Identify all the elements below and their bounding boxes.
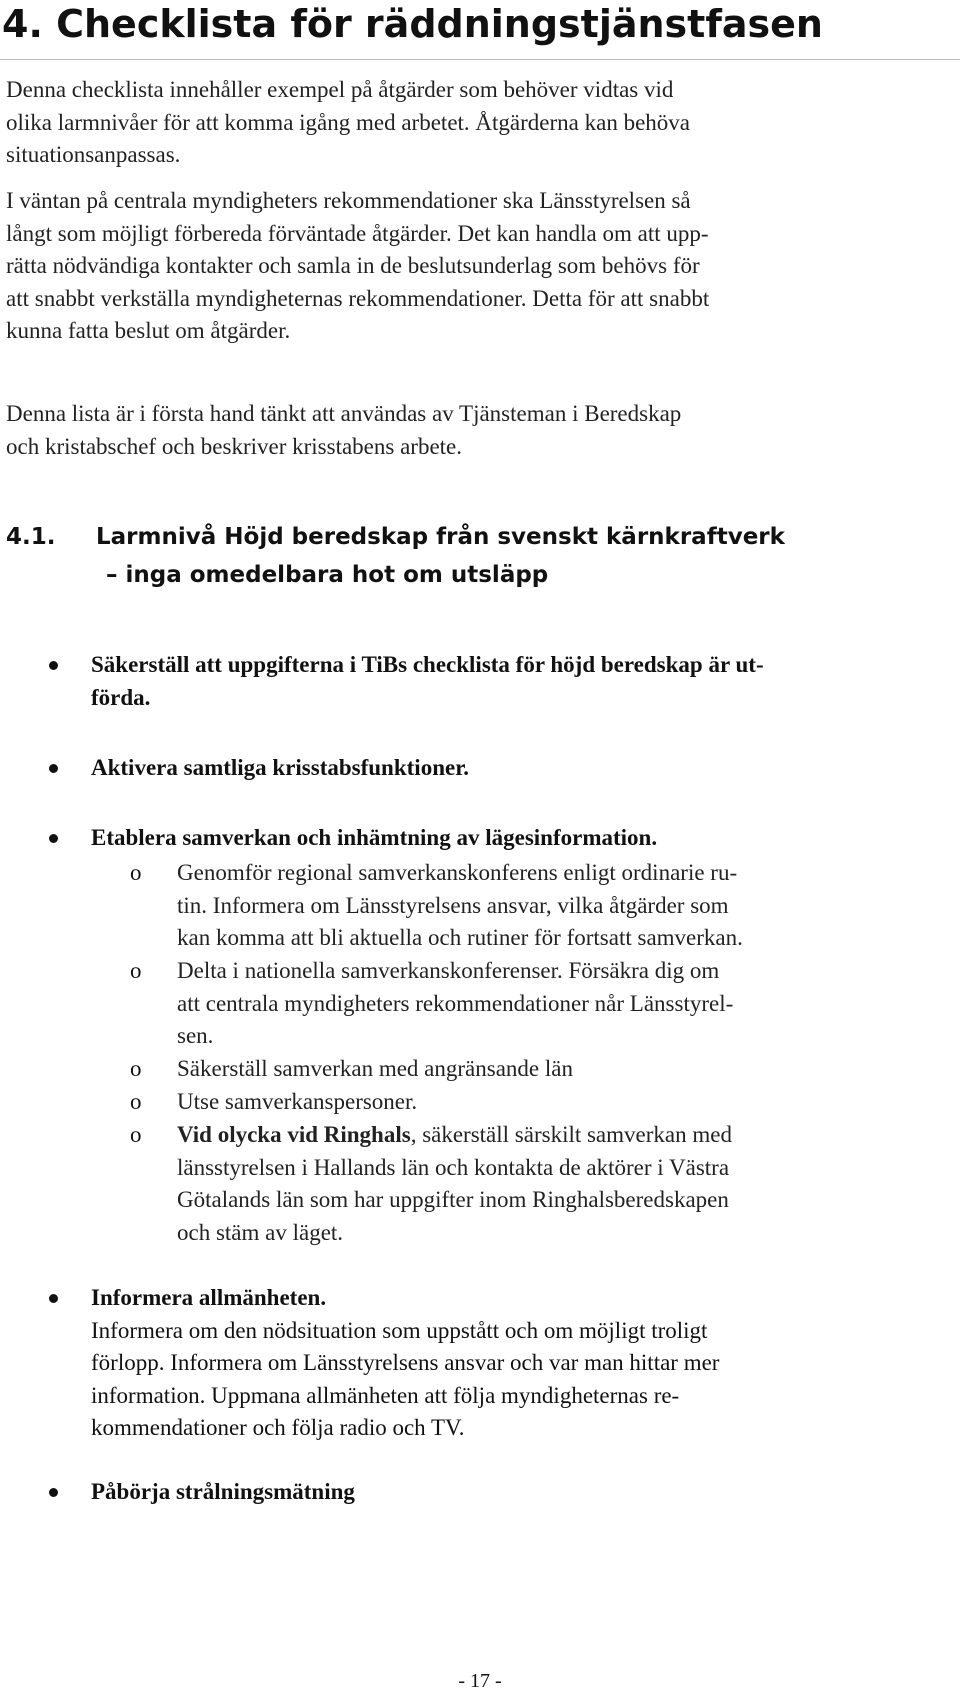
text-line: I väntan på centrala myndigheters rekommendationer ska Länsstyrelsen så bbox=[6, 188, 691, 213]
text-line: Säkerställ att uppgifterna i TiBs checklista för höjd beredskap är ut- bbox=[91, 652, 764, 677]
text-line: Götalands län som har uppgifter inom Ringhalsberedskapen bbox=[177, 1187, 729, 1212]
bullet-icon bbox=[49, 764, 58, 773]
bullet-text bbox=[91, 649, 946, 714]
text-line: olika larmnivåer för att komma igång med arbetet. Åtgärderna kan behöva bbox=[6, 109, 690, 135]
bullet-text: Påbörja strålningsmätning bbox=[91, 1479, 355, 1504]
section-heading bbox=[6, 518, 906, 594]
text-line: information. Uppmana allmänheten att följa myndigheternas re- bbox=[91, 1382, 680, 1408]
text-line: Genomför regional samverkanskonferens enligt ordinarie ru- bbox=[177, 860, 738, 885]
sub-item-text: Säkerställ samverkan med angränsande län bbox=[177, 1056, 573, 1081]
circle-marker-icon: o bbox=[130, 860, 142, 885]
text-line: långt som möjligt förbereda förväntade åtgärder. Det kan handla om att upp- bbox=[6, 220, 709, 246]
text-line: länsstyrelsen i Hallands län och kontakta de aktörer i Västra bbox=[177, 1154, 730, 1180]
circle-marker-icon: o bbox=[130, 1056, 142, 1081]
text-line: kunna fatta beslut om åtgärder. bbox=[6, 318, 291, 343]
text-line: att snabbt verkställa myndigheternas rekommendationer. Detta för att snabbt bbox=[6, 285, 710, 311]
bullet-icon bbox=[49, 1294, 58, 1303]
section-title-line-1: Larmnivå Höjd beredskap från svenskt kärnkraftverk bbox=[96, 524, 785, 550]
bullet-text: Etablera samverkan och inhämtning av lägesinformation. bbox=[91, 825, 658, 850]
page-number: - 17 - bbox=[458, 1670, 502, 1692]
sub-item-text bbox=[177, 1119, 947, 1249]
circle-marker-icon: o bbox=[130, 958, 142, 983]
text-line: förlopp. Informera om Länsstyrelsens ansvar och var man hittar mer bbox=[91, 1350, 720, 1375]
text-line: situationsanpassas. bbox=[6, 142, 181, 167]
heading-divider bbox=[0, 59, 960, 60]
sub-item-text bbox=[177, 955, 947, 1053]
text-line: tin. Informera om Länsstyrelsens ansvar, vilka åtgärder som bbox=[177, 892, 729, 918]
section-title-line-2: – inga omedelbara hot om utsläpp bbox=[106, 562, 549, 588]
circle-marker-icon: o bbox=[130, 1089, 142, 1114]
circle-marker-icon: o bbox=[130, 1122, 142, 1147]
text-line: kan komma att bli aktuella och rutiner för fortsatt samverkan. bbox=[177, 925, 743, 950]
bullet-text: Aktivera samtliga krisstabsfunktioner. bbox=[91, 755, 470, 780]
text-line: rätta nödvändiga kontakter och samla in de beslutsunderlag som behövs för bbox=[6, 253, 700, 278]
text-line: kommendationer och följa radio och TV. bbox=[91, 1415, 465, 1440]
text-line: Denna lista är i första hand tänkt att användas av Tjänsteman i Beredskap bbox=[6, 401, 682, 426]
intro-paragraph-1 bbox=[6, 74, 951, 172]
text-line: förda. bbox=[91, 684, 151, 710]
ringhals-emphasis: Vid olycka vid Ringhals bbox=[177, 1122, 411, 1147]
sub-item-text bbox=[177, 857, 947, 955]
text-line: Informera allmänheten. bbox=[91, 1285, 327, 1310]
text-line: och kristabschef och beskriver krisstabens arbete. bbox=[6, 433, 463, 459]
text-line: Denna checklista innehåller exempel på åtgärder som behöver vidtas vid bbox=[6, 77, 674, 102]
chapter-heading: 4. Checklista för räddningstjänstfasen bbox=[2, 2, 823, 46]
bullet-text bbox=[91, 1282, 946, 1445]
intro-paragraph-3 bbox=[6, 398, 951, 463]
text-line: och stäm av läget. bbox=[177, 1219, 344, 1245]
text-line: Informera om den nödsituation som uppstått och om möjligt troligt bbox=[91, 1317, 708, 1343]
text-line: att centrala myndigheters rekommendationer når Länsstyrel- bbox=[177, 990, 734, 1016]
text-run: , säkerställ särskilt samverkan med bbox=[410, 1122, 732, 1147]
section-number: 4.1. bbox=[6, 524, 56, 550]
text-line: Delta i nationella samverkanskonferenser. Försäkra dig om bbox=[177, 958, 720, 983]
intro-paragraph-2 bbox=[6, 185, 951, 348]
text-line bbox=[177, 1119, 947, 1152]
text-line: sen. bbox=[177, 1023, 214, 1048]
bullet-icon bbox=[49, 1488, 58, 1497]
bullet-icon bbox=[49, 661, 58, 670]
sub-item-text: Utse samverkanspersoner. bbox=[177, 1089, 418, 1114]
bullet-icon bbox=[49, 834, 58, 843]
